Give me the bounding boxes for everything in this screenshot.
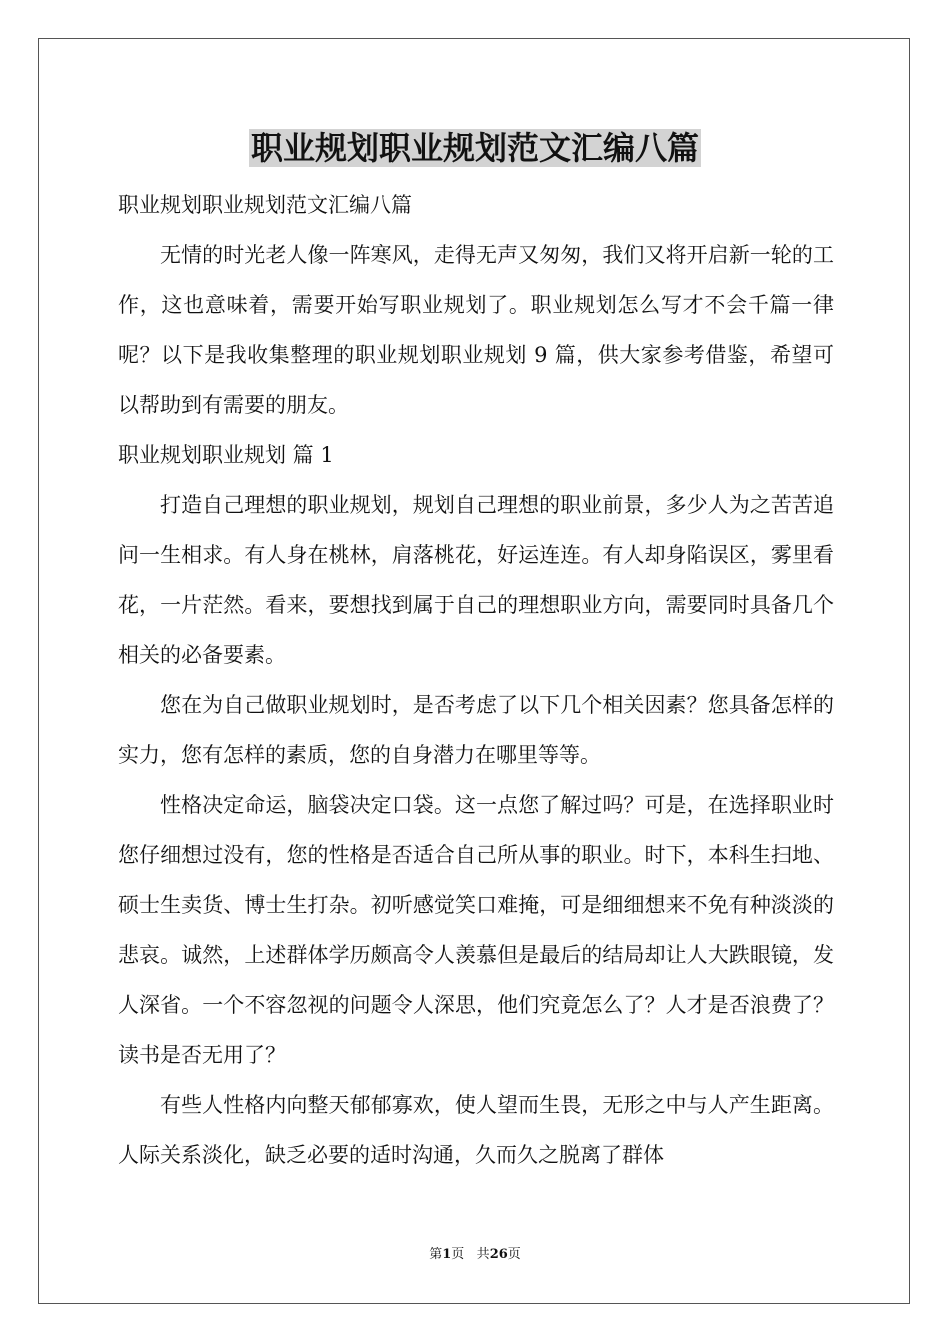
document-title-text: 职业规划职业规划范文汇编八篇: [250, 129, 699, 167]
page-footer: [0, 1246, 950, 1264]
footer-total-prefix: 共: [476, 1247, 490, 1262]
footer-page-suffix: 页: [451, 1247, 465, 1262]
footer-page-prefix: 第: [429, 1247, 443, 1262]
footer-total-pages: 26: [489, 1247, 508, 1262]
document-body: [118, 180, 834, 1180]
intro-paragraph: 无情的时光老人像一阵寒风，走得无声又匆匆，我们又将开启新一轮的工作，这也意味着，需要开始写职业规划了。职业规划怎么写才不会千篇一律呢？以下是我收集整理的职业规划职业规划 9 篇，供大家参考借鉴，希望可以帮助到有需要的朋友。: [118, 243, 834, 417]
body-paragraph: 您在为自己做职业规划时，是否考虑了以下几个相关因素？您具备怎样的实力，您有怎样的素质，您的自身潜力在哪里等等。: [118, 693, 834, 767]
body-paragraph: 打造自己理想的职业规划，规划自己理想的职业前景，多少人为之苦苦追问一生相求。有人身在桃林，肩落桃花，好运连连。有人却身陷误区，雾里看花，一片茫然。看来，要想找到属于自己的理想职业方向，需要同时具备几个相关的必备要素。: [118, 493, 834, 667]
footer-total-suffix: 页: [507, 1247, 521, 1262]
footer-page-number: 1: [442, 1247, 452, 1262]
subtitle: 职业规划职业规划范文汇编八篇: [118, 193, 412, 217]
body-paragraph: 有些人性格内向整天郁郁寡欢，使人望而生畏，无形之中与人产生距离。人际关系淡化，缺乏必要的适时沟通，久而久之脱离了群体: [118, 1093, 834, 1167]
body-paragraph: 性格决定命运，脑袋决定口袋。这一点您了解过吗？可是，在选择职业时您仔细想过没有，您的性格是否适合自己所从事的职业。时下，本科生扫地、硕士生卖货、博士生打杂。初听感觉笑口难掩，可是细细想来不免有种淡淡的悲哀。诚然，上述群体学历颇高令人羡慕但是最后的结局却让人大跌眼镜，发人深省。一个不容忽视的问题令人深思，他们究竟怎么了？人才是否浪费了？读书是否无用了？: [118, 793, 834, 1067]
document-title: [0, 126, 950, 170]
section-heading: 职业规划职业规划 篇 1: [118, 443, 334, 467]
